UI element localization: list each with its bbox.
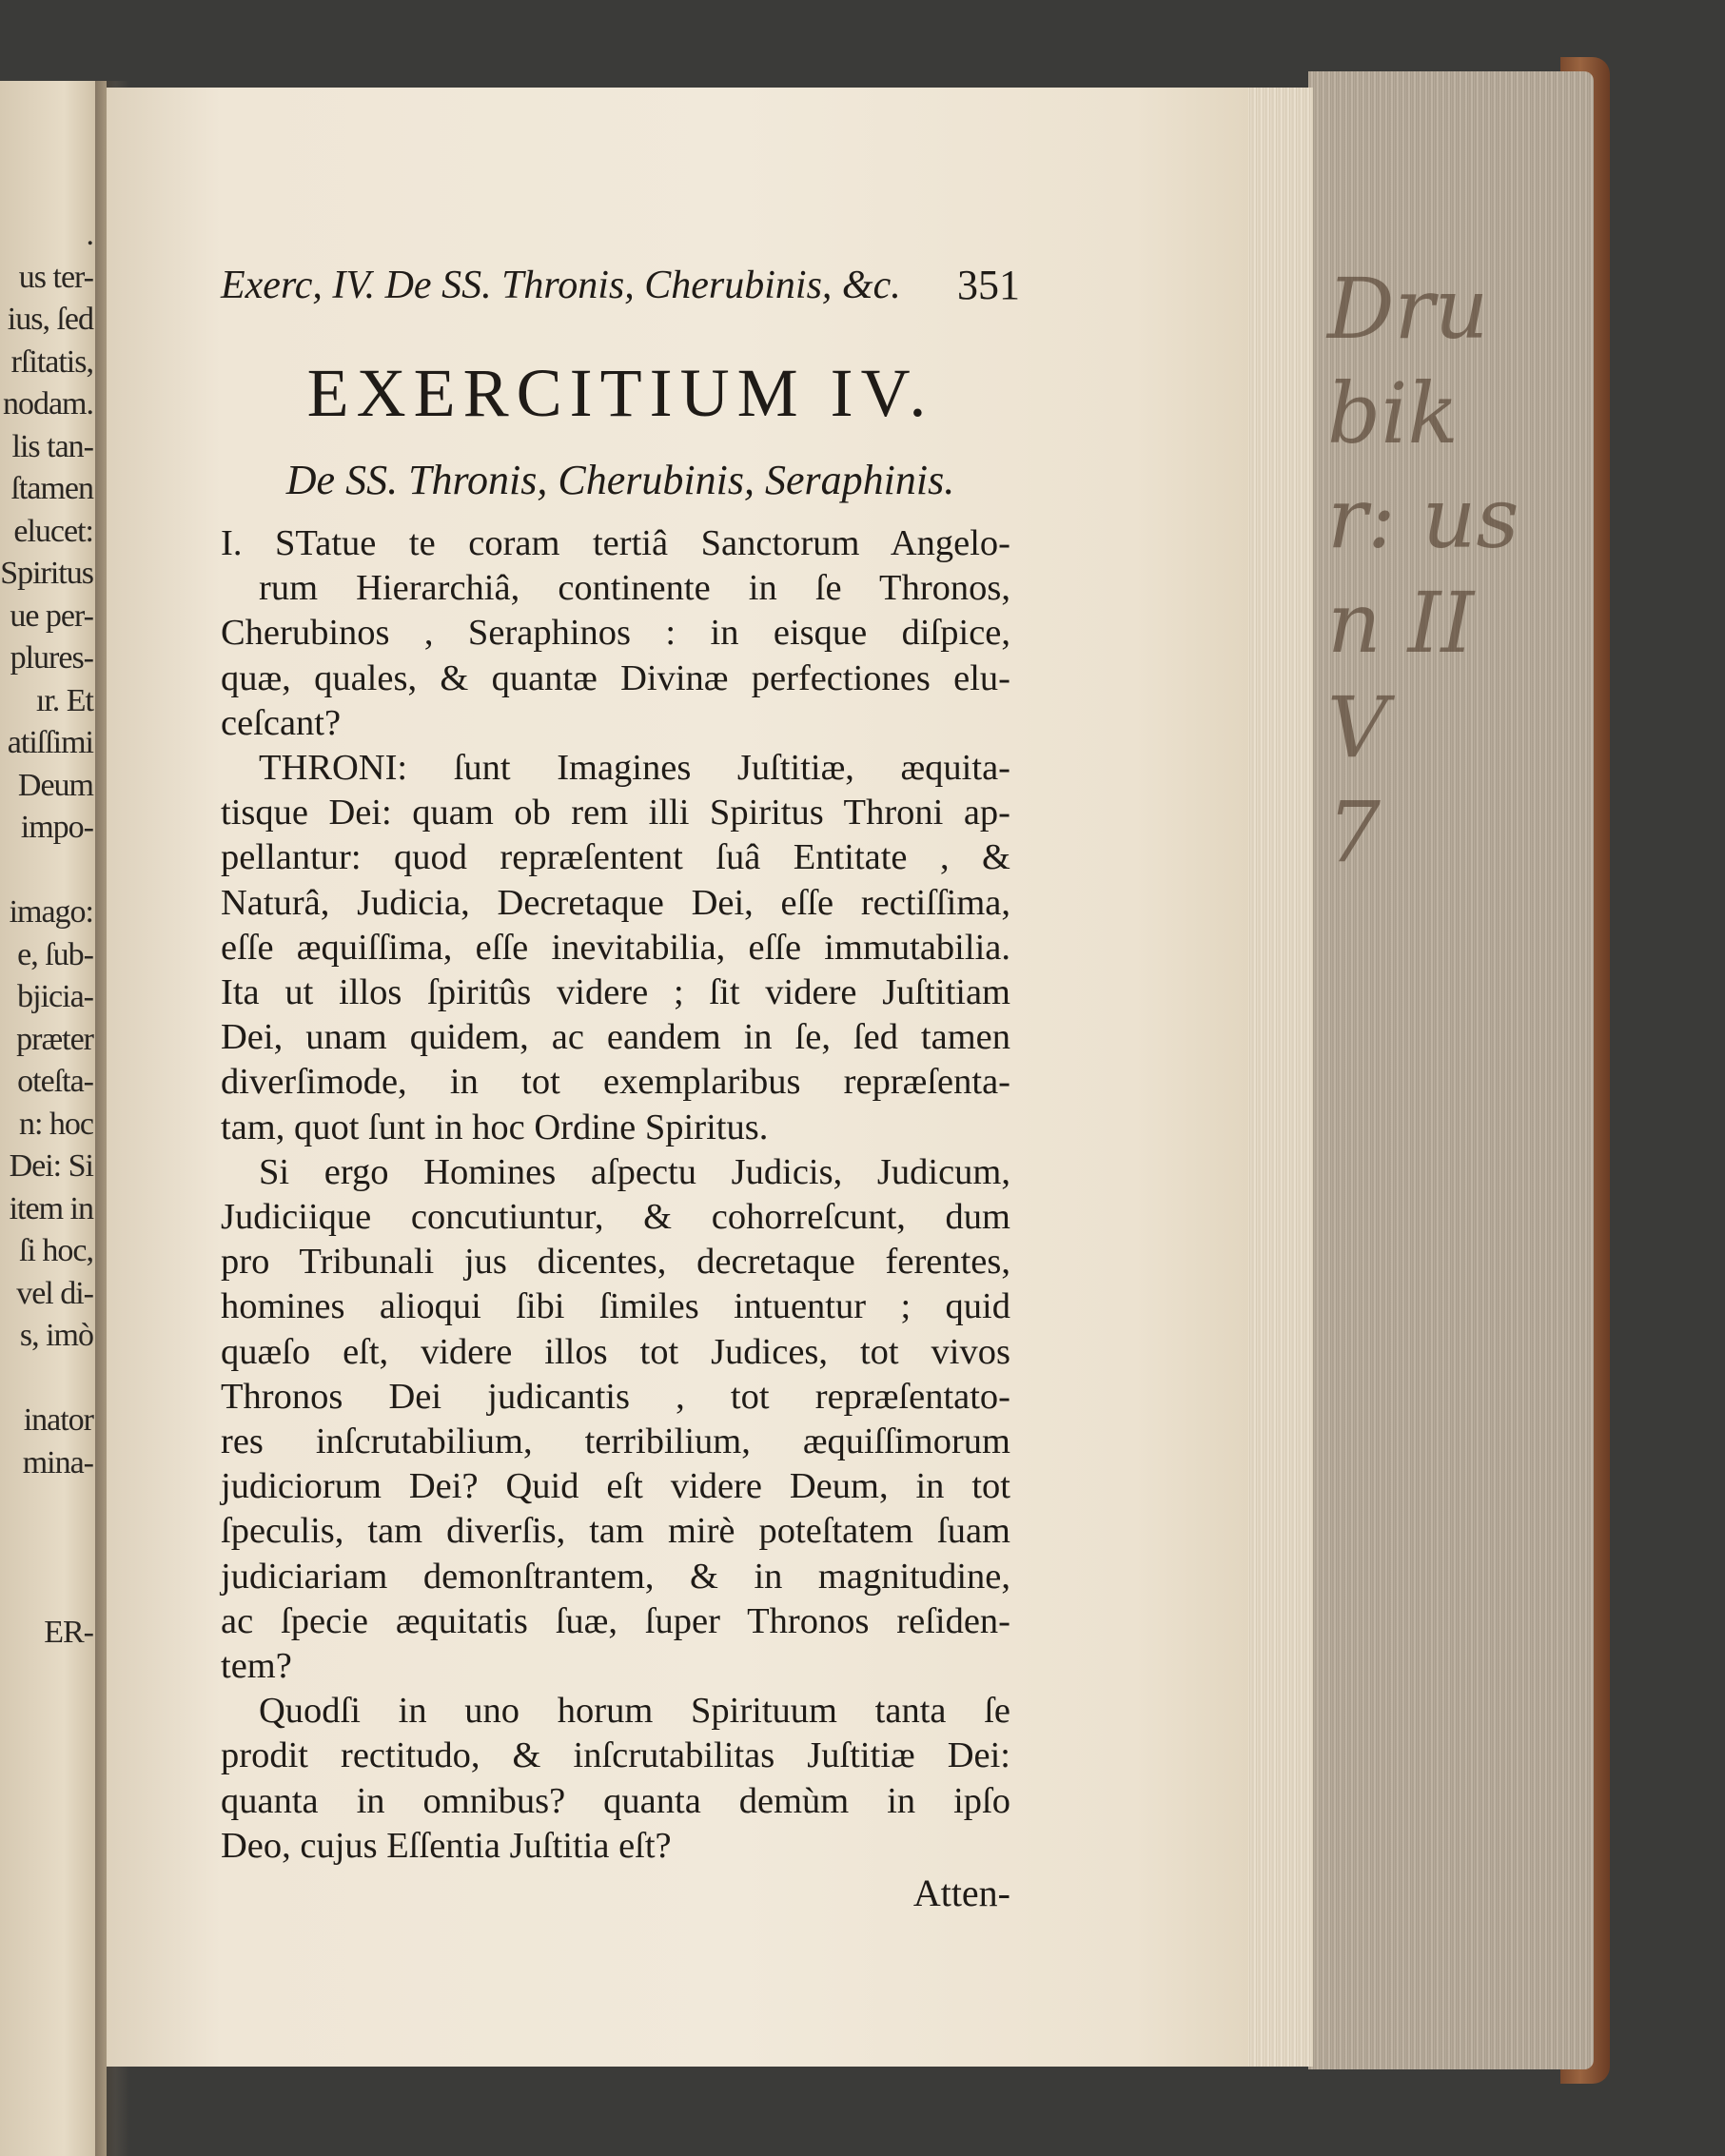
left-page-line: impo- [20, 810, 93, 845]
left-page-line [0, 850, 93, 892]
catchword: Atten- [912, 1872, 1010, 1915]
left-page-line: Deum [17, 767, 93, 803]
running-head [221, 259, 1020, 312]
left-page-line: Dei: Si [9, 1148, 93, 1184]
body-line: quæſo eſt, videre illos tot Judices, tot vivos [221, 1331, 1010, 1372]
left-page-line: ır. Et [35, 682, 93, 718]
left-page-line: atiſſimi [7, 725, 93, 760]
body-line: homines alioqui ſibi ſimiles intuentur ; quid [221, 1286, 1010, 1327]
body-line: Naturâ, Judicia, Decretaque Dei, eſſe rectiſſima, [221, 882, 1010, 923]
page-number: 351 [957, 262, 1020, 308]
body-line: Cherubinos , Seraphinos : in eisque diſpice, [221, 613, 1010, 654]
left-page-line: ſtamen [10, 471, 93, 506]
body-line: tisque Dei: quam ob rem illi Spiritus Throni ap- [221, 793, 1010, 833]
left-page-line [0, 1569, 93, 1612]
inscription-line: bik [1327, 364, 1459, 462]
left-page-line: nodam. [2, 386, 93, 421]
body-line: Judiciique concutiuntur, & cohorreſcunt, dum [221, 1197, 1010, 1238]
left-page-line [0, 1527, 93, 1570]
body-line: Ita ut illos ſpiritûs videre ; ſit videre Juſtitiam [221, 972, 1010, 1013]
left-page-line: . [86, 217, 93, 252]
body-line: eſſe æquiſſima, eſſe inevitabilia, eſſe immutabilia. [221, 927, 1010, 968]
left-page-line: us ter- [18, 259, 93, 295]
left-page-line: lis tan- [11, 428, 93, 464]
left-page-line: plures- [10, 640, 93, 676]
left-page-line: elucet: [13, 513, 93, 549]
left-page-line: inator [23, 1402, 93, 1438]
body-line: tem? [221, 1646, 292, 1687]
inscription-line: r: us [1327, 469, 1519, 567]
body-line: ac ſpecie æquitatis ſuæ, ſuper Thronos reſiden- [221, 1600, 1010, 1641]
body-line: prodit rectitudo, & inſcrutabilitas Juſtitiæ Dei: [221, 1735, 1010, 1776]
left-page-line: rſitatis, [10, 343, 93, 380]
body-line: pellantur: quod repræſentent ſuâ Entitate , & [221, 837, 1010, 878]
body-line: Quodſi in uno horum Spirituum tanta ſe [259, 1691, 1010, 1732]
edge-inscription [1327, 257, 1575, 885]
body-line: ſpeculis, tam diverſis, tam mirè poteſtatem ſuam [221, 1511, 1010, 1552]
body-line: Dei, unam quidem, ac eandem in ſe, ſed tamen [221, 1017, 1010, 1058]
body-line: res inſcrutabilium, terribilium, æquiſſimorum [221, 1421, 1010, 1462]
page-edges [1237, 88, 1313, 2067]
left-page-line: oteſta- [17, 1064, 93, 1099]
left-page-line: ius, ſed [7, 302, 93, 337]
left-page-line: n: hoc [18, 1106, 93, 1142]
left-page [0, 81, 107, 2156]
left-page-line: Spiritus [0, 556, 93, 591]
body-line: Deo, cujus Eſſentia Juſtitia eſt? [221, 1825, 672, 1866]
body-line: Si ergo Homines aſpectu Judicis, Judicum, [259, 1151, 1010, 1192]
inscription-line: V [1327, 678, 1388, 776]
left-page-line: imago: [9, 894, 93, 930]
left-page-line: vel di- [16, 1275, 93, 1311]
body-line: judiciorum Dei? Quid eſt videre Deum, in tot [221, 1466, 1010, 1507]
body-line: pro Tribunali jus dicentes, decretaque ferentes, [221, 1242, 1010, 1283]
body-line: THRONI: ſunt Imagines Juſtitiæ, æquita- [259, 748, 1010, 789]
left-page-line: præter [16, 1021, 93, 1057]
inscription-line: 7 [1327, 783, 1381, 881]
running-head-title: Exerc, IV. De SS. Thronis, Cherubinis, &c. [221, 264, 901, 307]
left-page-line [0, 1358, 93, 1401]
body-line: I. STatue te coram tertiâ Sanctorum Angelo- [221, 523, 1010, 563]
chapter-title: EXERCITIUM IV. [306, 355, 934, 431]
left-page-line: item in [9, 1190, 93, 1226]
body-line: Thronos Dei judicantis , tot repræſentato- [221, 1376, 1010, 1417]
body-text [221, 521, 1029, 1869]
body-line: tam, quot ſunt in hoc Ordine Spiritus. [221, 1107, 769, 1147]
left-page-text [0, 214, 93, 1654]
body-line: rum Hierarchiâ, continente in ſe Thronos, [259, 568, 1010, 609]
left-page-line: ER- [44, 1614, 93, 1650]
left-page-line [0, 1484, 93, 1527]
chapter-subtitle: De SS. Thronis, Cherubinis, Seraphinis. [285, 457, 955, 503]
inscription-line: n II [1327, 574, 1475, 672]
body-line: ceſcant? [221, 702, 342, 743]
left-page-line: ue per- [10, 598, 93, 634]
left-page-line: s, imò [19, 1318, 93, 1353]
left-page-line: e, ſub- [17, 936, 93, 972]
left-page-line: ſi hoc, [19, 1233, 93, 1268]
body-line: quanta in omnibus? quanta demùm in ipſo [221, 1780, 1010, 1821]
left-page-line: mina- [22, 1444, 93, 1480]
page-text [221, 259, 1029, 1915]
inscription-line: Dru [1327, 260, 1489, 358]
right-page [107, 88, 1248, 2067]
body-line: quæ, quales, & quantæ Divinæ perfectiones elu- [221, 657, 1010, 698]
left-page-line: bjicia- [17, 979, 93, 1014]
body-line: diverſimode, in tot exemplaribus repræſenta- [221, 1062, 1010, 1103]
body-line: judiciariam demonſtrantem, & in magnitudine, [221, 1556, 1010, 1597]
